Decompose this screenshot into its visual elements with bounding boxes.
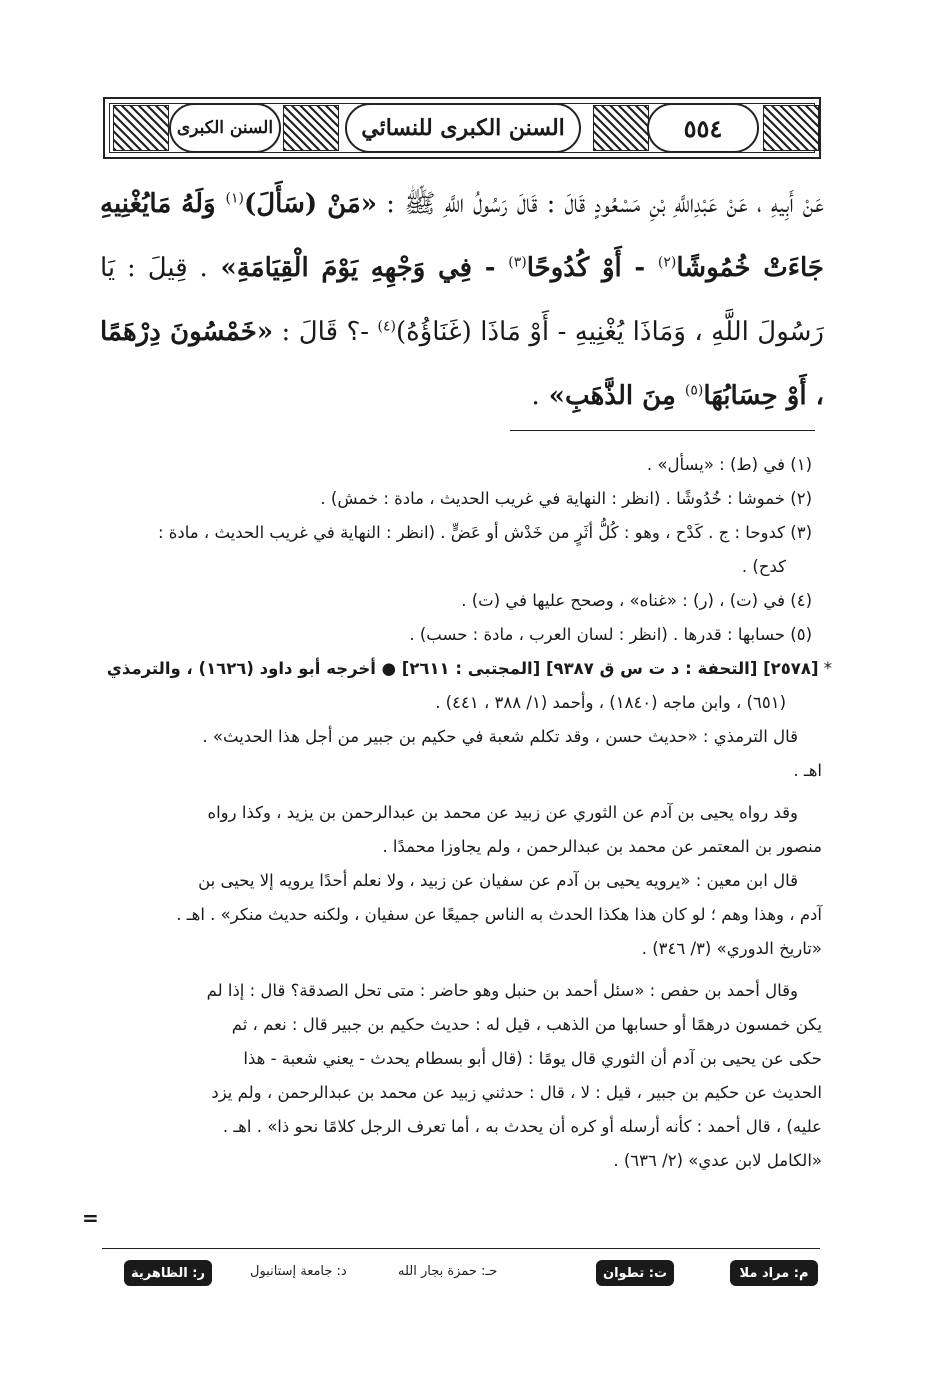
hadith-quote: وَلَهُ مَايُغْنِيهِ جَاءَتْ خُمُوشًا [100,189,824,283]
source-label-h: حـ: حمزة بجار الله [398,1264,498,1279]
page-number [647,103,759,153]
spacer [100,788,822,796]
spacer [100,966,822,974]
hadith-quote: مِنَ الذَّهَبِ» [539,381,685,411]
commentary-line: الحديث عن حكيم بن جبير ، قيل : لا ، قال : حدثني زبيد عن محمد بن عبدالرحمن ، ولم يزد [211,1083,822,1102]
hadith-quote: «خَمْسُونَ دِرْهَمًا ، أَوْ حِسَابُهَا [100,317,824,411]
hadith-narration: . قِيلَ : يَا رَسُولَ اللَّهِ ، وَمَاذَا يُغْنِيهِ - أَوْ مَاذَا (غَنَاؤُهُ) [100,253,824,347]
footnote: (٥) حسابها : قدرها . (انظر : لسان العرب ، مادة : حسب) . [409,625,812,644]
hadith-paragraph [100,172,824,428]
commentary-line: «الكامل لابن عدي» (٢/ ٦٣٦) . [613,1151,822,1170]
footnotes-section [100,448,832,1178]
takhrij-reference: [٢٥٧٨] [التحفة : د ت س ق ٩٣٨٧] [المجتبى : ٢٦١١] ● أخرجه أبو داود (١٦٢٦) ، والترمذي [106,659,819,678]
page-header-banner [103,97,821,159]
hadith-quote: - فِي وَجْهِهِ يَوْمَ الْقِيَامَةِ» [207,253,509,283]
hadith-text [100,172,824,428]
ornament-knot-icon [593,105,649,151]
footnote-marker: (٢) [657,254,677,271]
footnote: (٢) خموشا : خُدُوشًا . (انظر : النهاية في غريب الحديث ، مادة : خمش) . [320,489,812,508]
book-seal-ornament [169,103,281,153]
commentary-line: عليه) ، قال أحمد : كأنه أرسله أو كره أن يحدث به ، أما تعرف الرجل كلامًا نحو ذا» . اهـ . [222,1117,822,1136]
manuscript-sources-footer [102,1255,820,1291]
hadith-period: . [531,381,540,411]
source-label-d: د: جامعة إستانبول [250,1264,347,1279]
page-number-text: ٥٥٤ [683,113,723,143]
commentary-line: آدم ، وهذا وهم ؛ لو كان هذا هكذا الحدث به الناس جميعًا عن سفيان ، ولكنه حديث منكر» . اهـ . [176,905,822,924]
seal-text: السنن الكبرى [176,118,274,138]
commentary-line: قال ابن معين : «يرويه يحيى بن آدم عن سفيان عن زبيد ، ولا نعلم أحدًا يرويه إلا يحيى بن [198,871,798,890]
continuation-mark: = [82,1206,99,1230]
star-icon: * [823,659,832,678]
footer-rule [102,1248,820,1249]
takhrij-continuation: (٦٥١) ، وابن ماجه (١٨٤٠) ، وأحمد (١/ ٣٨٨ ، ٤٤١) . [435,693,786,712]
book-title [345,103,581,153]
commentary-line: وقد رواه يحيى بن آدم عن الثوري عن زبيد عن محمد بن عبدالرحمن بن يزيد ، وكذا رواه [207,803,798,822]
commentary-line: يكن خمسون درهمًا أو حسابها من الذهب ، قيل له : حديث حكيم بن جبير قال : نعم ، ثم [231,1015,822,1034]
source-badge-t: ت: تطوان [596,1260,674,1286]
footnote: (٤) في (ت) ، (ر) : «غناه» ، وصحح عليها في (ت) . [461,591,812,610]
commentary-line: «تاريخ الدوري» (٣/ ٣٤٦) . [641,939,822,958]
commentary-line: حكى عن يحيى بن آدم أن الثوري قال يومًا : (قال أبو بسطام يحدث - يعني شعبة - هذا [243,1049,822,1068]
ornament-knot-icon [283,105,339,151]
hadith-narration: -؟ قَالَ : [273,317,378,347]
footnote-marker: (٤) [377,318,396,335]
book-title-text: السنن الكبرى للنسائي [361,115,565,141]
ornament-knot-icon [763,105,819,151]
hadith-quote: - أَوْ كُدُوحًا [526,253,658,283]
footnote-marker: (٣) [508,254,527,271]
source-badge-m: م: مراد ملا [730,1260,818,1286]
footnote: (٣) كدوحا : ج . كَدْح ، وهو : كُلُّ أثَرٍ من خَدْش أو عَضٍّ . (انظر : النهاية في غريب الحديث ، مادة : [157,523,812,542]
footnote: (١) في (ط) : «يسأل» . [646,455,812,474]
footnote-marker: (٥) [684,382,704,399]
hadith-quote: «مَنْ (سَأَلَ) [243,189,378,219]
hadith-chain: عَنْ أَبِيهِ ، عَنْ عَبْدِاللَّهِ بْنِ مَسْعُودٍ قَالَ : قَالَ رَسُولُ اللَّهِ ﷺ : [377,189,824,219]
source-badge-r: ر: الظاهرية [124,1260,212,1286]
takhrij-line [100,652,832,686]
commentary-line: منصور بن المعتمر عن محمد بن عبدالرحمن ، ولم يجاوزا محمدًا . [382,837,822,856]
footnote-continuation: كدح) . [741,557,786,576]
footnote-marker: (١) [225,190,244,207]
commentary-line: قال الترمذي : «حديث حسن ، وقد تكلم شعبة في حكيم بن جبير من أجل هذا الحديث» . [202,727,798,746]
commentary-line: اهـ . [793,761,822,780]
footnote-separator [510,430,815,431]
ornament-knot-icon [113,105,169,151]
commentary-line: وقال أحمد بن حفص : «سئل أحمد بن حنبل وهو حاضر : متى تحل الصدقة؟ قال : إذا لم [206,981,798,1000]
